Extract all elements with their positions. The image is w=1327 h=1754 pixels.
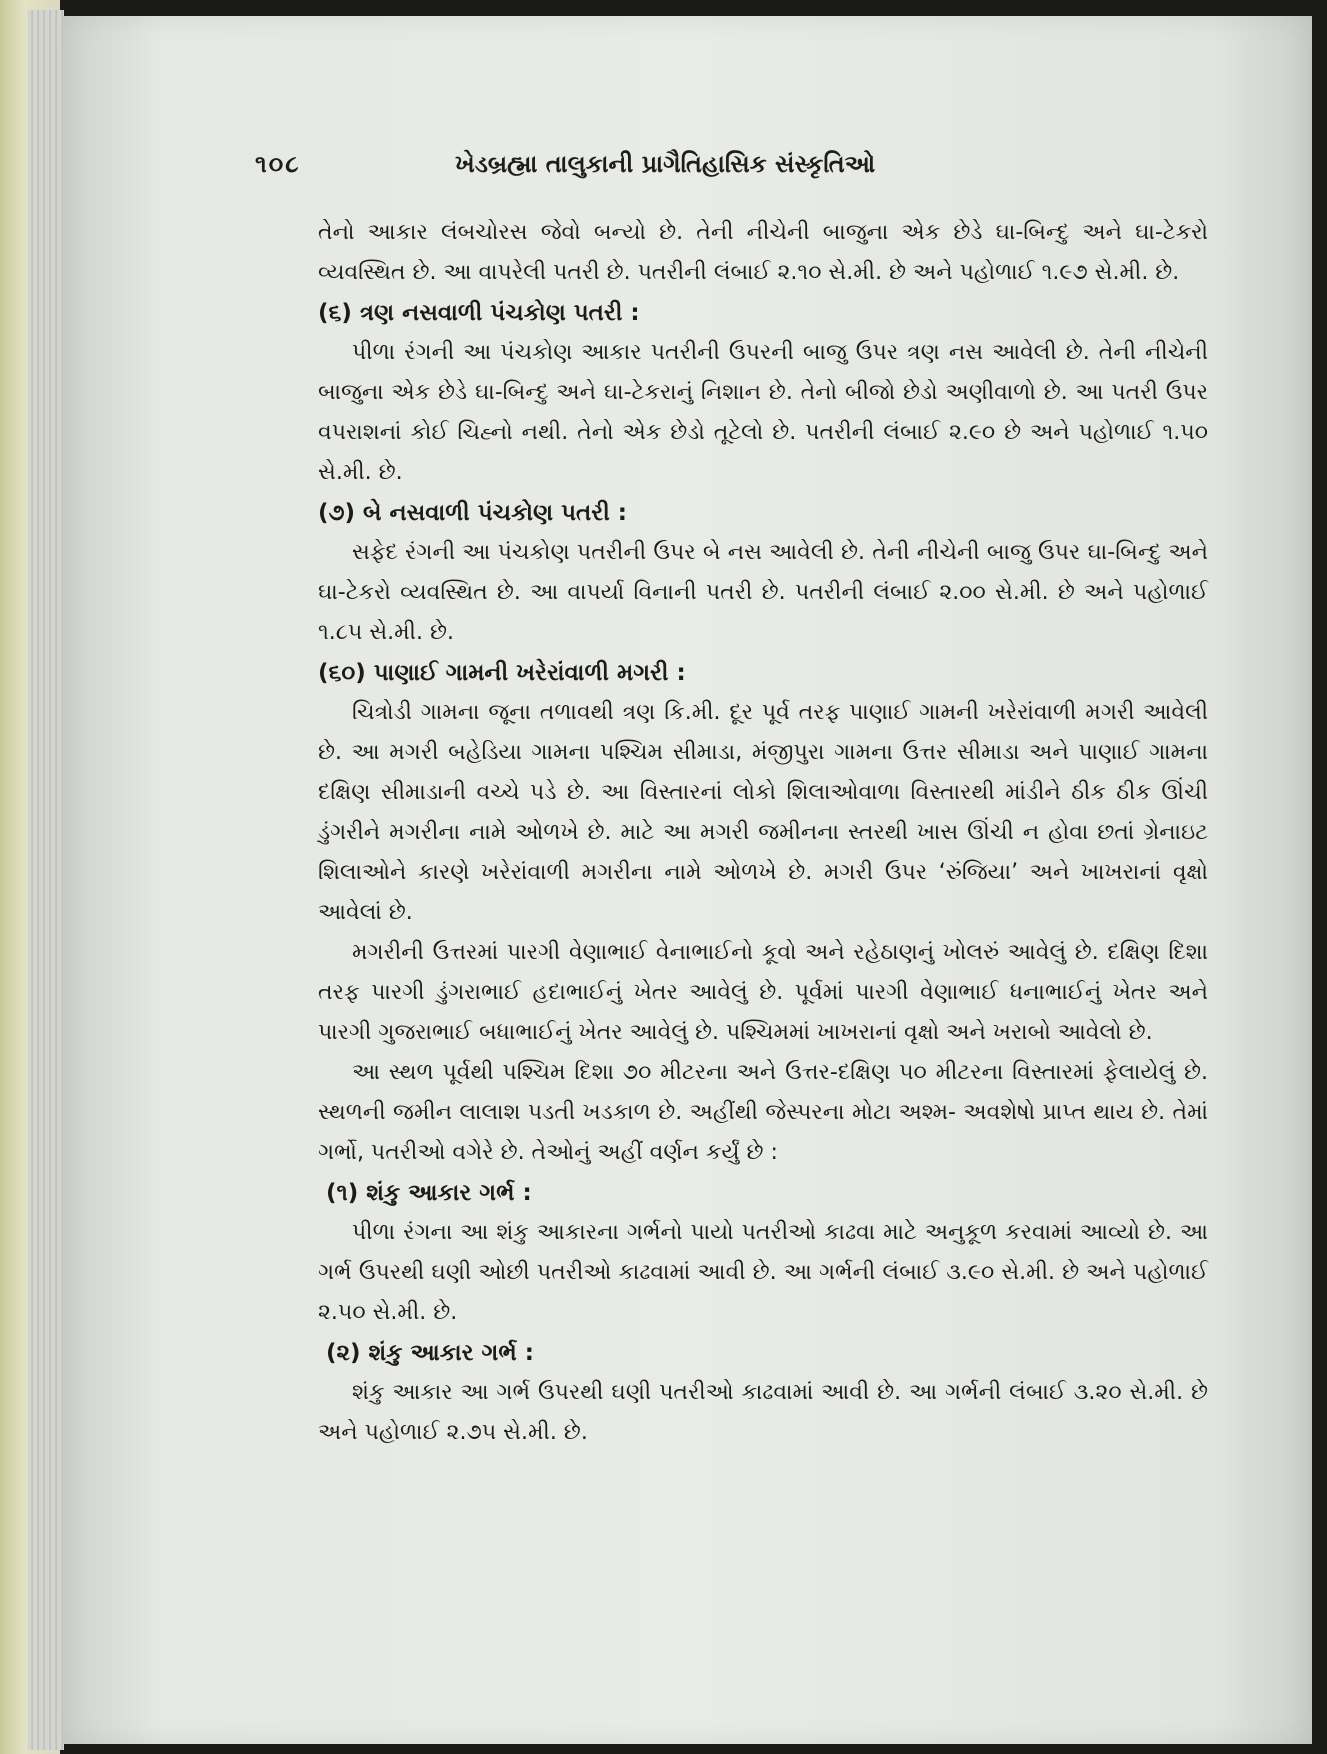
paragraph-3: સફેદ રંગની આ પંચકોણ પતરીની ઉપર બે નસ આવેલી છે. તેની નીચેની બાજુ ઉપર ઘા-બિન્દુ અને ઘા-ટેકરો વ્યવસ્થિત છે. આ વાપર્યા વિનાની પતરી છે. પતરીની લંબાઈ ૨.૦૦ સે.મી. છે અને પહોળાઈ ૧.૮૫ સે.મી. છે. <box>318 540 1208 645</box>
page-edges <box>28 10 64 1750</box>
paragraph-7: પીળા રંગના આ શંકુ આકારના ગર્ભનો પાયો પતરીઓ કાઢવા માટે અનુકૂળ કરવામાં આવ્યો છે. આ ગર્ભ ઉપરથી ઘણી ઓછી પતરીઓ કાઢવામાં આવી છે. આ ગર્ભની લંબાઈ ૩.૯૦ સે.મી. છે અને પહોળાઈ ૨.૫૦ સે.મી. છે. <box>318 1220 1208 1325</box>
paragraph-2: પીળા રંગની આ પંચકોણ આકાર પતરીની ઉપરની બાજુ ઉપર ત્રણ નસ આવેલી છે. તેની નીચેની બાજુના એક છેડે ઘા-બિન્દુ અને ઘા-ટેકરાનું નિશાન છે. તેનો બીજો છેડો અણીવાળો છે. આ પતરી ઉપર વપરાશનાં કોઈ ચિહ્નો નથી. તેનો એક છેડો તૂટેલો છે. પતરીની લંબાઈ ૨.૯૦ છે અને પહોળાઈ ૧.૫૦ સે.મી. છે. <box>318 340 1208 485</box>
paragraph-8: શંકુ આકાર આ ગર્ભ ઉપરથી ઘણી પતરીઓ કાઢવામાં આવી છે. આ ગર્ભની લંબાઈ ૩.૨૦ સે.મી. છે અને પહોળાઈ ૨.૭૫ સે.મી. છે. <box>318 1380 1208 1445</box>
page-body <box>318 213 1208 1453</box>
page-number: ૧૦૮ <box>255 150 301 178</box>
running-title: ખેડબ્રહ્મા તાલુકાની પ્રાગૈતિહાસિક સંસ્કૃતિઓ <box>455 150 876 178</box>
paragraph-1: તેનો આકાર લંબચોરસ જેવો બન્યો છે. તેની નીચેની બાજુના એક છેડે ઘા-બિન્દુ અને ઘા-ટેકરો વ્યવસ્થિત છે. આ વાપરેલી પતરી છે. પતરીની લંબાઈ ૨.૧૦ સે.મી. છે અને પહોળાઈ ૧.૯૭ સે.મી. છે. <box>318 220 1208 285</box>
section-heading-60: (૬૦) પાણાઈ ગામની ખરેરાંવાળી મગરી : <box>318 660 686 686</box>
paragraph-4: ચિત્રોડી ગામના જૂના તળાવથી ત્રણ કિ.મી. દૂર પૂર્વ તરફ પાણાઈ ગામની ખરેરાંવાળી મગરી આવેલી છે. આ મગરી બહેડિયા ગામના પશ્ચિમ સીમાડા, મંજીપુરા ગામના ઉત્તર સીમાડા અને પાણાઈ ગામના દક્ષિણ સીમાડાની વચ્ચે પડે છે. આ વિસ્તારનાં લોકો શિલાઓવાળા વિસ્તારથી માંડીને ઠીક ઠીક ઊંચી ડુંગરીને મગરીના નામે ઓળખે છે. માટે આ મગરી જમીનના સ્તરથી ખાસ ઊંચી ન હોવા છતાં ગ્રેનાઇટ શિલાઓને કારણે ખરેરાંવાળી મગરીના નામે ઓળખે છે. મગરી ઉપર ‘રુંજિયા’ અને ખાખરાનાં વૃક્ષો આવેલાં છે. <box>318 700 1208 925</box>
paragraph-6: આ સ્થળ પૂર્વથી પશ્ચિમ દિશા ૭૦ મીટરના અને ઉત્તર-દક્ષિણ ૫૦ મીટરના વિસ્તારમાં ફેલાયેલું છે. સ્થળની જમીન લાલાશ પડતી ખડકાળ છે. અહીંથી જેસ્પરના મોટા અશ્મ- અવશેષો પ્રાપ્ત થાય છે. તેમાં ગર્ભો, પતરીઓ વગેરે છે. તેઓનું અહીં વર્ણન કર્યું છે : <box>318 1060 1208 1165</box>
section-heading-1: (૧) શંકુ આકાર ગર્ભ : <box>326 1180 532 1206</box>
section-heading-6: (૬) ત્રણ નસવાળી પંચકોણ પતરી : <box>318 300 640 326</box>
section-heading-7: (૭) બે નસવાળી પંચકોણ પતરી : <box>318 500 627 526</box>
page-header <box>255 150 1235 190</box>
section-heading-2: (૨) શંકુ આકાર ગર્ભ : <box>326 1340 534 1366</box>
paragraph-5: મગરીની ઉત્તરમાં પારગી વેણાભાઈ વેનાભાઈનો કૂવો અને રહેઠાણનું ખોલરું આવેલું છે. દક્ષિણ દિશા તરફ પારગી ડુંગરાભાઈ હદાભાઈનું ખેતર આવેલું છે. પૂર્વમાં પારગી વેણાભાઈ ધનાભાઈનું ખેતર અને પારગી ગુજરાભાઈ બધાભાઈનું ખેતર આવેલું છે. પશ્ચિમમાં ખાખરાનાં વૃક્ષો અને ખરાબો આવેલો છે. <box>318 940 1208 1045</box>
